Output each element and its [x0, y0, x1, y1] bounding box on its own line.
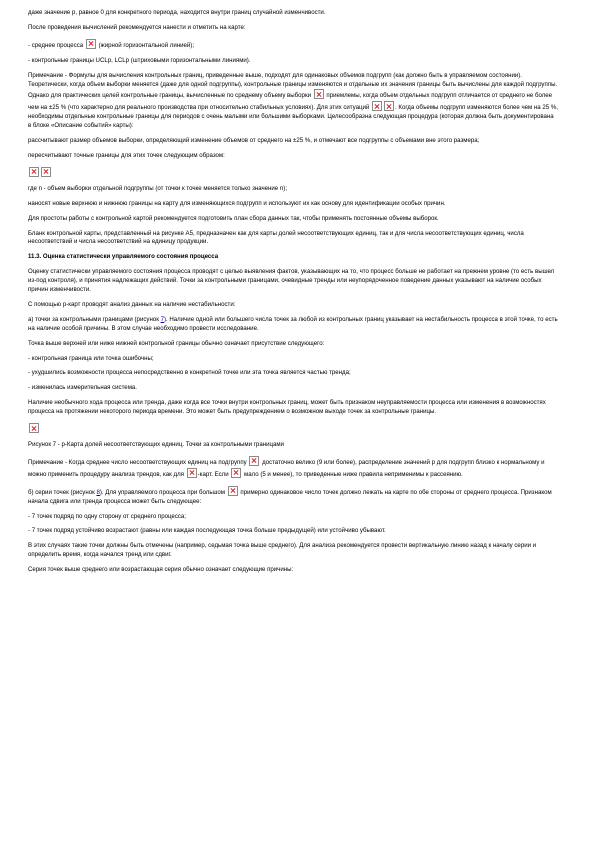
broken-image-icon — [41, 167, 51, 177]
document-page — [28, 9, 558, 581]
note-paragraph: Примечание - Формулы для вычисления контрольных границ, приведенные выше, подходят для одинаковых объемов подгрупп (как должно быть в управляемом состоянии). Теоретически, когда объем выборки меняется (даже для одной подгруппы), контрольные границы изменяются и отдельные их значения границы быть вычислены для каждой подгруппы. Однако для практических целей контрольные границы, вычисленные по среднему объему выборки приемлемы, когда объем отдельных подгрупп отличается от среднего не более чем на ±25 % (что характерно для реального производства при относительно стабильных условиях). Для этих ситуаций . Когда объемы подгрупп изменяются более чем на 25 %, необходимы отдельные контрольные границы для периодов с очень малыми или большими выборками. Целесообразна следующая процедура (которая должна быть документирована в блоке «Описание событий» карты): — [28, 71, 558, 130]
broken-image-icon — [384, 101, 394, 111]
broken-image-icon — [372, 101, 382, 111]
list-item: - 7 точек подряд устойчиво возрастают (равны или каждая последующая точка больше предыдущей) или устойчиво убывают. — [28, 527, 386, 535]
paragraph: б) серии точек (рисунок 8). Для управляемого процесса при большом примерно одинаковое число точек должно лежать на карте по обе стороны от среднего процесса. Признаком начала сдвига или тренда процесса может быть следующее: — [28, 486, 558, 507]
broken-image-icon — [29, 167, 39, 177]
figure-caption: Рисунок 7 - p-Карта долей несоответствующих единиц. Точки за контрольными границами — [28, 441, 284, 448]
paragraph: Оценку статистически управляемого состояния процесса проводят с целью выявления фактов, указывающих на то, что процесс больше не работает на прежнем уровне (то есть вышел из-под контроля), и принятия надлежащих действий. Точки за контрольными границами, очевидные тренды или неупорядоченное поведение данных указывают на наличие особых причин изменчивости. — [28, 268, 555, 294]
broken-image-icon — [86, 39, 96, 49]
paragraph: В этих случаях такие точки должны быть отмечены (например, седьмая точка выше среднего). Для анализа рекомендуется провести вертикальную линию назад к началу серии и определить время, когда начался тренд или сдвиг. — [28, 542, 537, 559]
paragraph: наносят новые верхнюю и нижнюю границы на карту для изменяющихся подгрупп и используют их как основу для идентификации особых причин. — [28, 199, 446, 207]
list-item: - среднее процесса (жирной горизонтальной линией); — [28, 39, 558, 51]
formula-images — [28, 167, 558, 179]
paragraph: а) точки за контрольными границами (рисунок 7). Наличие одной или большего числа точек за любой из контрольных границ указывает на нестабильность процесса в этой точке, то есть на наличие особой причины. В этом случае необходимо провести исследование. — [28, 315, 558, 332]
list-item: - ухудшились возможности процесса непосредственно в конкретной точке или эта точка является частью тренда; — [28, 369, 351, 377]
paragraph: Серия точек выше среднего или возрастающая серия обычно означает следующие причины: — [28, 566, 294, 574]
figure-link-8[interactable]: 8 — [96, 488, 100, 496]
note-paragraph: Примечание - Когда среднее число несоответствующих единиц на подгруппу достаточно велико (9 или более), распределение значений p для подгрупп близко к нормальному и можно применить процедуру анализа трендов, как для -карт. Если мало (5 и менее), то приведенные ниже правила неприменимы к рассеянию. — [28, 456, 558, 480]
list-item: - 7 точек подряд по одну сторону от среднего процесса; — [28, 512, 186, 520]
paragraph: Точка выше верхней или ниже нижней контрольной границы обычно означает присутствие следующего: — [28, 339, 325, 347]
paragraph: где n - объем выборки отдельной подгруппы (от точки к точке меняется только значение n); — [28, 184, 288, 192]
paragraph: пересчитывают точные границы для этих точек следующим образом: — [28, 151, 225, 159]
list-item: - контрольные границы UCLp, LCLp (штриховыми горизонтальными линиями). — [28, 56, 251, 64]
section-heading: 11.3. Оценка статистически управляемого состояния процесса — [28, 253, 219, 261]
paragraph: Наличие необычного хода процесса или тренда, даже когда все точки внутри контрольных границ, может быть признаком неуправляемости процесса или изменения в возможностях процесса на протяжении некоторого периода времени. Это может быть предупреждением о возможном выходе точек за контрольные границы. — [28, 399, 546, 416]
list-item: - изменилась измерительная система. — [28, 384, 137, 392]
broken-image-icon — [231, 468, 241, 478]
broken-image-icon — [228, 486, 238, 496]
broken-image-icon — [29, 423, 39, 433]
broken-image-icon — [187, 468, 197, 478]
paragraph: рассчитывают размер объемов выборки, определяющий изменение объемов от среднего на ±25 %, и отмечают все подгруппы с объемами вне этого размера; — [28, 137, 480, 145]
figure-image — [28, 423, 558, 435]
list-item: - контрольная граница или точка ошибочны; — [28, 354, 154, 362]
paragraph: Бланк контрольной карты, представленный на рисунке А5, предназначен как для карты долей несоответствующих единиц, так и для числа несоответствующих единиц, числа несоответствий и числа несоответствий на единицу продукции. — [28, 229, 524, 246]
paragraph: После проведения вычислений рекомендуется нанести и отметить на карте: — [28, 23, 246, 31]
broken-image-icon — [249, 456, 259, 466]
paragraph: С помощью p-карт проводят анализ данных на наличие нестабильности: — [28, 300, 236, 308]
paragraph: Для простоты работы с контрольной картой рекомендуется подготовить план сбора данных так, чтобы применять постоянные объемы выборок. — [28, 214, 439, 222]
figure-link-7[interactable]: 7 — [160, 315, 164, 323]
paragraph: даже значение p, равное 0 для конкретного периода, находится внутри границ случайной изменчивости. — [28, 9, 326, 16]
broken-image-icon — [314, 89, 324, 99]
